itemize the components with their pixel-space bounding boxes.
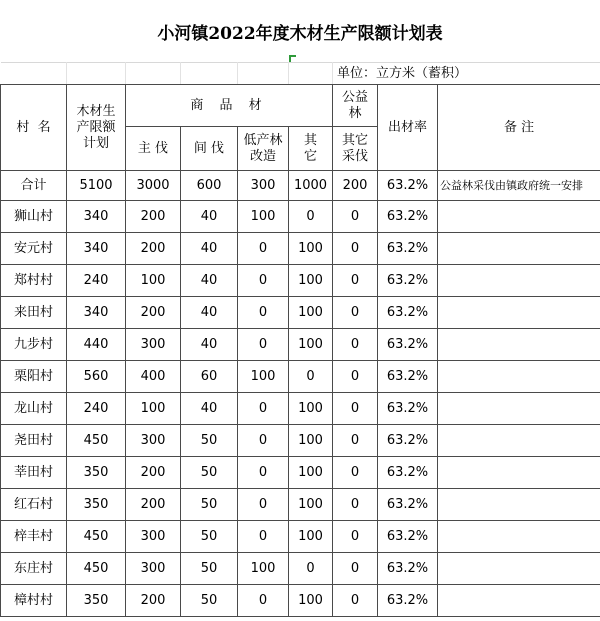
header-village: 村 名 [1,85,67,171]
cell-thinning: 50 [181,585,238,617]
cell-quota: 240 [67,393,126,425]
unit-row [1,63,600,85]
cell-quota: 450 [67,425,126,457]
cell-remark [438,233,600,265]
table-row [1,361,600,393]
cell-quota: 560 [67,361,126,393]
cell-other-cut: 0 [333,393,378,425]
cell-name: 来田村 [1,297,67,329]
total-other-cut: 200 [333,171,378,201]
cell-quota: 340 [67,233,126,265]
cell-other-cut: 0 [333,297,378,329]
cell-other: 100 [289,393,333,425]
table-row [1,521,600,553]
cell-name: 樟村村 [1,585,67,617]
cell-low-forest: 0 [238,297,289,329]
cell-main-cut: 200 [126,201,181,233]
cell-remark [438,329,600,361]
cell-thinning: 50 [181,521,238,553]
cell-quota: 440 [67,329,126,361]
timber-quota-table [0,62,600,617]
total-row [1,171,600,201]
cell-name: 尧田村 [1,425,67,457]
cell-thinning: 60 [181,361,238,393]
unit-label: 单位：立方米（蓄积） [333,63,600,85]
cell-name: 九步村 [1,329,67,361]
cell-main-cut: 300 [126,553,181,585]
cell-main-cut: 100 [126,393,181,425]
cell-other: 100 [289,521,333,553]
cell-other-cut: 0 [333,201,378,233]
cell-other: 0 [289,361,333,393]
cell-other: 100 [289,457,333,489]
cell-low-forest: 100 [238,201,289,233]
header-other-cut: 其它采伐 [333,127,378,171]
cell-remark [438,265,600,297]
cell-main-cut: 300 [126,521,181,553]
cell-thinning: 50 [181,489,238,521]
cell-other: 100 [289,329,333,361]
total-name: 合计 [1,171,67,201]
cell-other-cut: 0 [333,553,378,585]
cell-yield-rate: 63.2% [378,585,438,617]
cell-yield-rate: 63.2% [378,329,438,361]
total-remark: 公益林采伐由镇政府统一安排 [438,171,600,201]
cell-thinning: 40 [181,393,238,425]
header-low-forest: 低产林改造 [238,127,289,171]
cell-other-cut: 0 [333,585,378,617]
cell-low-forest: 0 [238,393,289,425]
cell-other: 0 [289,553,333,585]
cell-yield-rate: 63.2% [378,425,438,457]
cell-low-forest: 0 [238,233,289,265]
cell-low-forest: 0 [238,521,289,553]
cell-main-cut: 400 [126,361,181,393]
table-row [1,425,600,457]
cell-other: 100 [289,489,333,521]
cell-other: 100 [289,265,333,297]
total-other: 1000 [289,171,333,201]
cell-main-cut: 200 [126,585,181,617]
cell-quota: 350 [67,489,126,521]
cell-yield-rate: 63.2% [378,393,438,425]
cell-other-cut: 0 [333,521,378,553]
cell-low-forest: 0 [238,425,289,457]
cell-low-forest: 0 [238,585,289,617]
header-public-forest: 公益林 [333,85,378,127]
cell-thinning: 40 [181,233,238,265]
cell-low-forest: 0 [238,457,289,489]
cell-quota: 350 [67,585,126,617]
cell-main-cut: 200 [126,233,181,265]
cell-other-cut: 0 [333,361,378,393]
cell-low-forest: 0 [238,265,289,297]
cell-comment-marker [289,55,296,62]
cell-yield-rate: 63.2% [378,201,438,233]
cell-remark [438,361,600,393]
table-row [1,233,600,265]
cell-quota: 240 [67,265,126,297]
header-main-cut: 主 伐 [126,127,181,171]
cell-main-cut: 300 [126,425,181,457]
cell-other: 0 [289,201,333,233]
cell-remark [438,521,600,553]
table-row [1,393,600,425]
total-low-forest: 300 [238,171,289,201]
cell-name: 东庄村 [1,553,67,585]
cell-other-cut: 0 [333,233,378,265]
cell-remark [438,297,600,329]
header-remarks: 备 注 [438,85,600,171]
table-row [1,489,600,521]
cell-remark [438,393,600,425]
cell-thinning: 50 [181,425,238,457]
cell-yield-rate: 63.2% [378,297,438,329]
header-thinning: 间 伐 [181,127,238,171]
cell-remark [438,553,600,585]
total-thinning: 600 [181,171,238,201]
table-row [1,265,600,297]
cell-other: 100 [289,297,333,329]
cell-other-cut: 0 [333,425,378,457]
cell-name: 栗阳村 [1,361,67,393]
cell-other-cut: 0 [333,489,378,521]
table-row [1,457,600,489]
sheet-title: 小河镇2022年度木材生产限额计划表 [157,23,443,44]
table-row [1,329,600,361]
cell-remark [438,425,600,457]
header-yield-rate: 出材率 [378,85,438,171]
cell-main-cut: 200 [126,297,181,329]
cell-name: 红石村 [1,489,67,521]
cell-yield-rate: 63.2% [378,521,438,553]
table-row [1,297,600,329]
cell-name: 龙山村 [1,393,67,425]
cell-yield-rate: 63.2% [378,265,438,297]
cell-main-cut: 100 [126,265,181,297]
header-other: 其 它 [289,127,333,171]
cell-name: 郑村村 [1,265,67,297]
cell-quota: 450 [67,521,126,553]
table-row [1,585,600,617]
cell-quota: 350 [67,457,126,489]
cell-low-forest: 100 [238,553,289,585]
total-main-cut: 3000 [126,171,181,201]
cell-name: 梓丰村 [1,521,67,553]
header-quota: 木材生产限额计划 [67,85,126,171]
cell-yield-rate: 63.2% [378,233,438,265]
cell-low-forest: 0 [238,489,289,521]
cell-quota: 450 [67,553,126,585]
cell-remark [438,457,600,489]
table-row [1,553,600,585]
table-row [1,201,600,233]
cell-remark [438,585,600,617]
cell-low-forest: 100 [238,361,289,393]
cell-other: 100 [289,233,333,265]
cell-quota: 340 [67,297,126,329]
cell-main-cut: 200 [126,457,181,489]
cell-other-cut: 0 [333,329,378,361]
cell-other: 100 [289,585,333,617]
cell-other: 100 [289,425,333,457]
cell-low-forest: 0 [238,329,289,361]
cell-yield-rate: 63.2% [378,361,438,393]
cell-remark [438,489,600,521]
cell-main-cut: 200 [126,489,181,521]
cell-thinning: 40 [181,265,238,297]
total-quota: 5100 [67,171,126,201]
cell-other-cut: 0 [333,265,378,297]
cell-yield-rate: 63.2% [378,457,438,489]
cell-thinning: 40 [181,201,238,233]
cell-thinning: 40 [181,297,238,329]
cell-yield-rate: 63.2% [378,489,438,521]
cell-name: 安元村 [1,233,67,265]
total-yield-rate: 63.2% [378,171,438,201]
cell-quota: 340 [67,201,126,233]
cell-main-cut: 300 [126,329,181,361]
header-commercial: 商 品 材 [126,85,333,127]
cell-thinning: 40 [181,329,238,361]
cell-remark [438,201,600,233]
cell-yield-rate: 63.2% [378,553,438,585]
cell-thinning: 50 [181,553,238,585]
cell-other-cut: 0 [333,457,378,489]
cell-name: 狮山村 [1,201,67,233]
header-row-1 [1,85,600,127]
cell-name: 莘田村 [1,457,67,489]
cell-thinning: 50 [181,457,238,489]
